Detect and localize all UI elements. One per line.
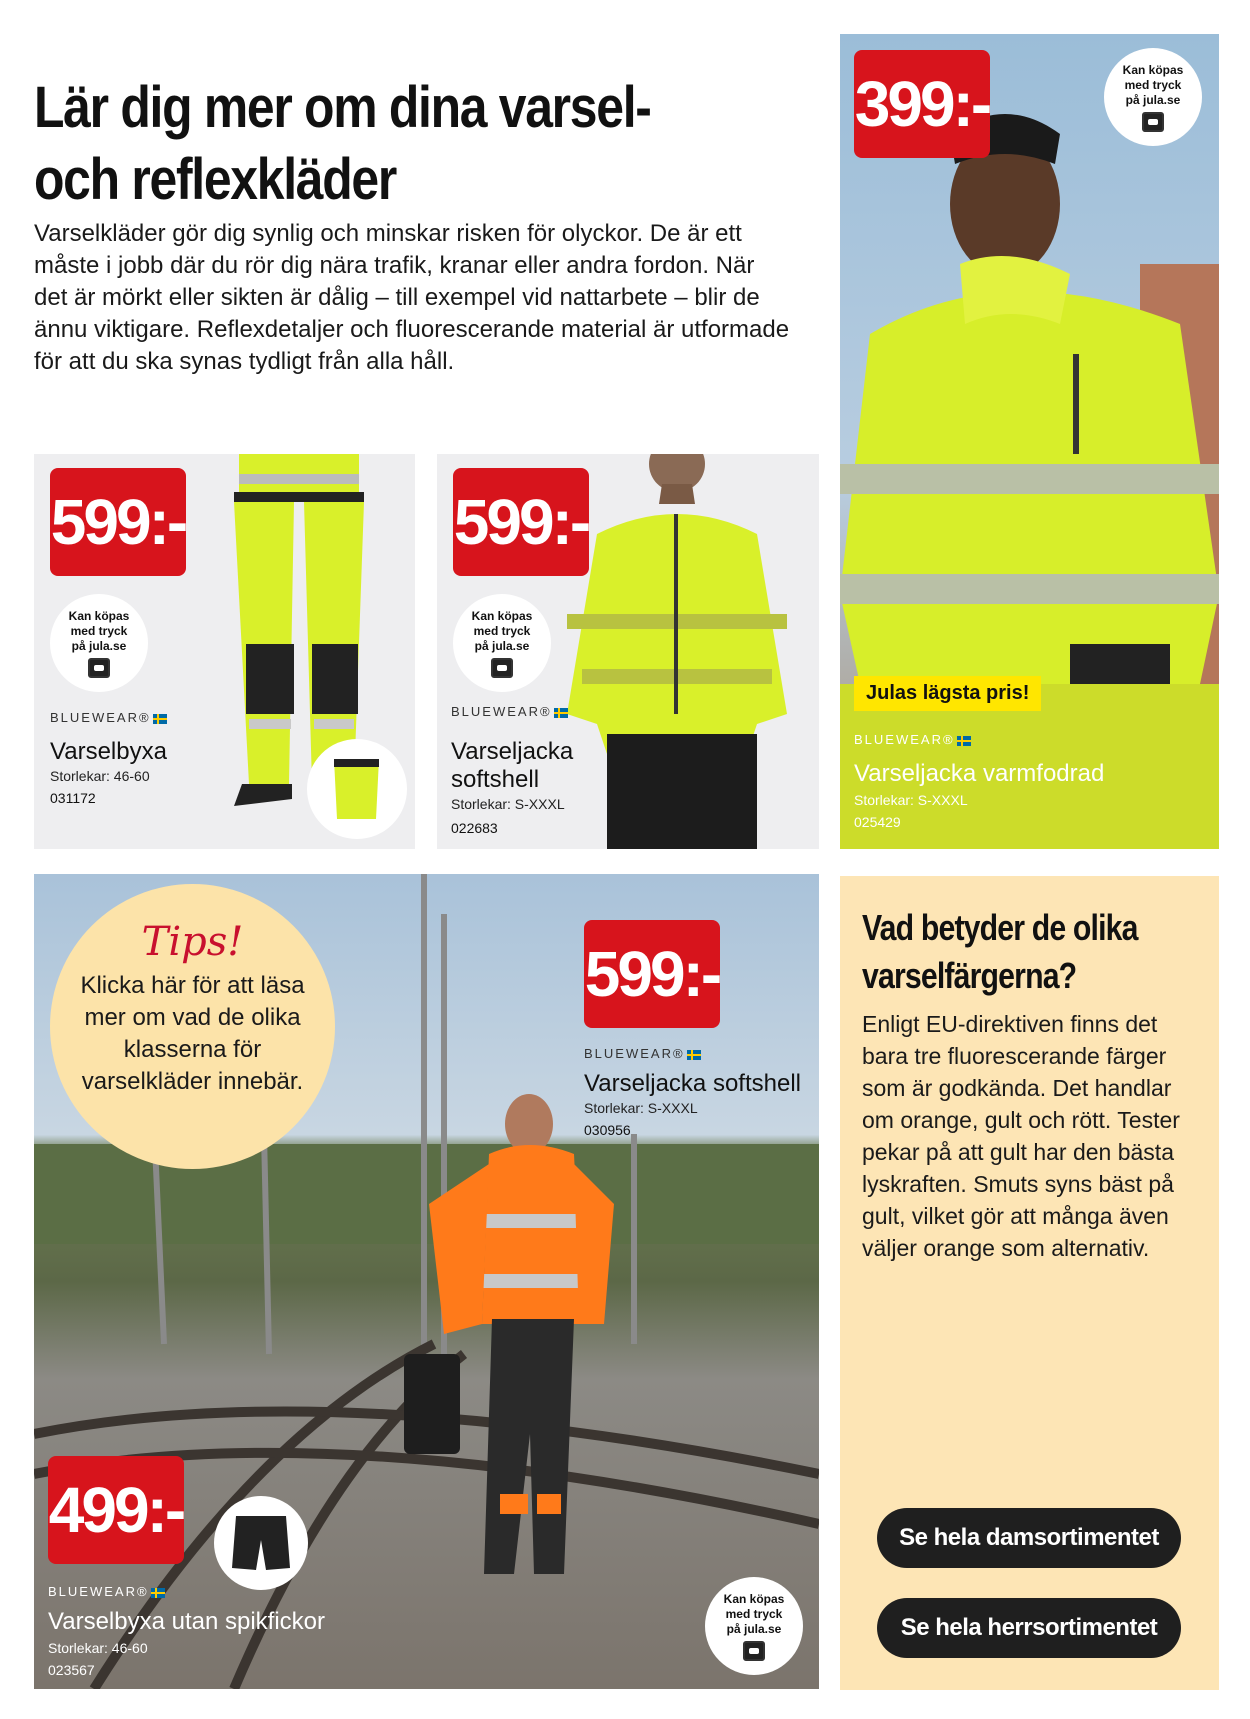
swedish-flag-icon <box>687 1050 701 1060</box>
product-card-varselbyxa[interactable] <box>34 454 415 849</box>
women-range-button[interactable]: Se hela damsortimentet <box>877 1508 1181 1568</box>
men-range-button[interactable]: Se hela herrsortimentet <box>877 1598 1181 1658</box>
product-sizes: Storlekar: S-XXXL <box>584 1100 698 1116</box>
brand-logo: BLUEWEAR® <box>584 1046 701 1061</box>
product-code: 030956 <box>584 1122 631 1138</box>
qr-print-icon <box>1142 112 1164 132</box>
price-badge: 599:- <box>50 468 186 576</box>
page-headline <box>34 72 705 216</box>
brand-logo: BLUEWEAR® <box>50 710 167 725</box>
brand-logo: BLUEWEAR® <box>451 704 568 719</box>
qr-print-icon <box>743 1641 765 1661</box>
qr-print-icon <box>491 658 513 678</box>
print-option-text: Kan köpas med tryck på jula.se <box>68 608 130 653</box>
swedish-flag-icon <box>151 1588 165 1598</box>
brand-logo: BLUEWEAR® <box>48 1584 165 1599</box>
product-card-varseljacka-softshell[interactable] <box>437 454 819 849</box>
print-option-badge[interactable] <box>453 594 551 692</box>
info-title: Vad betyder de olika varselfärgerna? <box>862 907 1138 996</box>
print-option-text: Kan köpas med tryck på jula.se <box>1122 62 1184 107</box>
print-option-badge[interactable] <box>1104 48 1202 146</box>
product-photo-pants <box>194 454 415 849</box>
price-badge: 499:- <box>48 1456 184 1564</box>
product-name: Varselbyxa utan spikfickor <box>48 1608 326 1635</box>
product-thumbnail-shorts <box>214 1496 308 1590</box>
qr-print-icon <box>88 658 110 678</box>
product-code: 023567 <box>48 1662 95 1678</box>
product-sizes: Storlekar: S-XXXL <box>451 796 565 812</box>
product-sizes: Storlekar: S-XXXL <box>854 792 968 808</box>
product-sizes: Storlekar: 46-60 <box>48 1640 148 1656</box>
product-photo-jacket <box>567 454 819 849</box>
info-text: Enligt EU-direktiven finns det bara tre fluorescerande färger som är godkända. Det handlar om orange, gult och rött. Tester pekar på att gult har den bästa lyskraften. Smuts syns bäst på gult, vilket gör att många även väljer orange som alternativ. <box>862 1011 1180 1261</box>
brand-logo: BLUEWEAR® <box>854 732 971 747</box>
headline-line-2: och reflexkläder <box>34 147 396 212</box>
product-varselbyxa-utan-spikfickor[interactable] <box>48 1456 388 1686</box>
swedish-flag-icon <box>554 708 568 718</box>
intro-text: Varselkläder gör dig synlig och minskar risken för olyckor. De är ett måste i jobb där du rör dig nära trafik, kranar eller andra fordon. När det är mörkt eller sikten är dålig – till exempel vid nattarbete – blir de ännu viktigare. Reflexdetaljer och fluorescerande material är utformade för att du ska synas tydligt från alla håll. <box>34 220 790 375</box>
product-name: Varselbyxa <box>50 738 167 765</box>
tips-title: Tips! <box>141 919 244 965</box>
product-card-varseljacka-varmfodrad[interactable] <box>840 34 1219 849</box>
product-code: 022683 <box>451 820 498 836</box>
product-name: Varseljacka softshell <box>451 738 574 793</box>
headline-line-1: Lär dig mer om dina varsel- <box>34 75 651 140</box>
swedish-flag-icon <box>153 714 167 724</box>
product-sizes: Storlekar: 46-60 <box>50 768 150 784</box>
lowest-price-badge: Julas lägsta pris! <box>854 676 1041 711</box>
tips-text: Klicka här för att läsa mer om vad de olika klasserna för varselkläder innebär. <box>80 972 305 1095</box>
product-name: Varseljacka softshell <box>584 1070 801 1097</box>
product-name: Varseljacka varmfodrad <box>854 760 1105 787</box>
price-badge: 399:- <box>854 50 990 158</box>
tips-bubble[interactable] <box>50 884 335 1169</box>
info-panel <box>840 876 1219 1690</box>
price-badge: 599:- <box>453 468 589 576</box>
product-code: 031172 <box>50 790 96 806</box>
print-option-badge[interactable] <box>50 594 148 692</box>
product-varseljacka-softshell-orange[interactable] <box>584 920 804 1138</box>
product-code: 025429 <box>854 814 901 830</box>
print-option-badge[interactable] <box>705 1577 803 1675</box>
swedish-flag-icon <box>957 736 971 746</box>
print-option-text: Kan köpas med tryck på jula.se <box>471 608 533 653</box>
price-badge: 599:- <box>584 920 720 1028</box>
print-option-text: Kan köpas med tryck på jula.se <box>723 1591 785 1636</box>
